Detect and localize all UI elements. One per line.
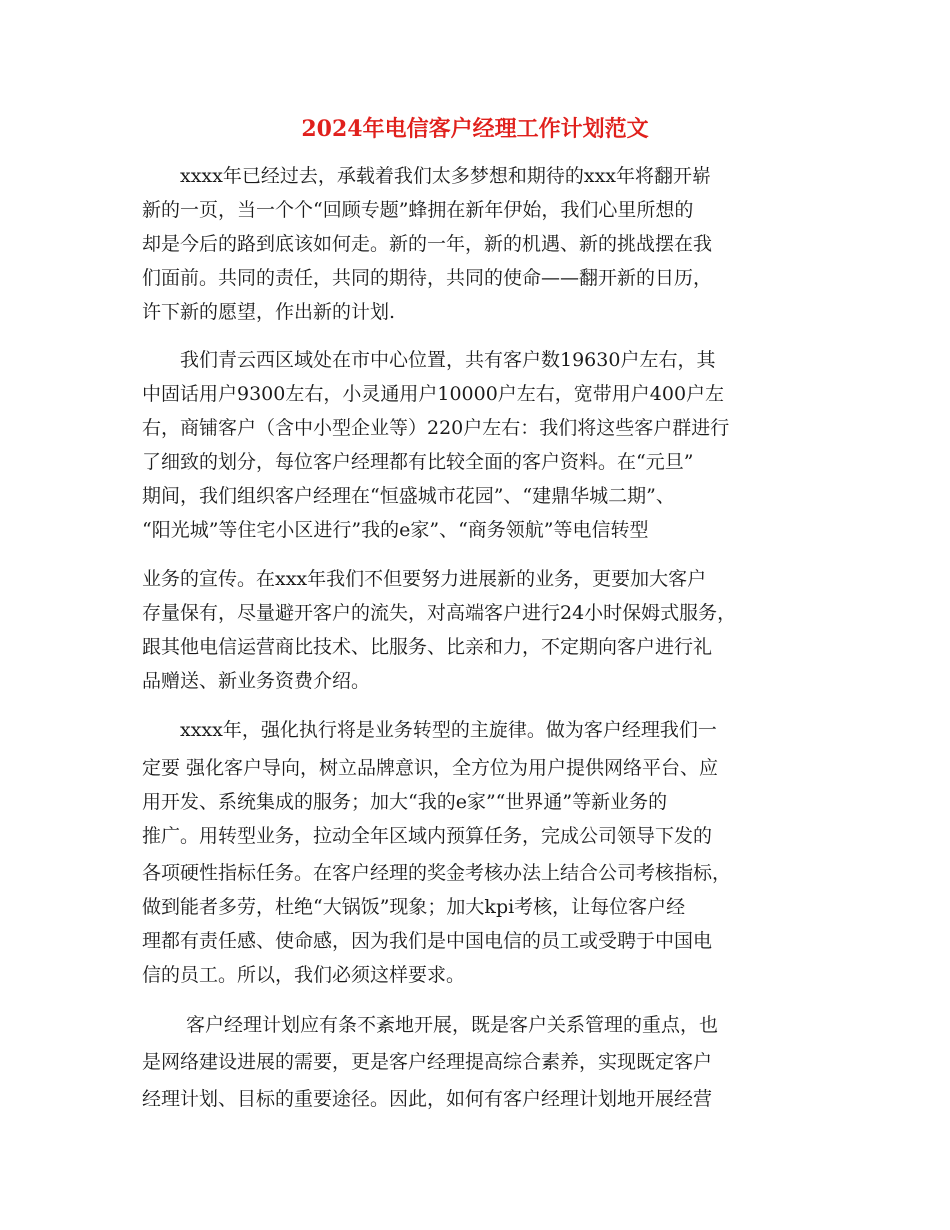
paragraph-line: 却是今后的路到底该如何走。新的一年，新的机遇、新的挑战摆在我 (142, 233, 713, 255)
paragraph-line: 客户经理计划应有条不紊地开展，既是客户关系管理的重点，也 (186, 1014, 719, 1036)
paragraph-line: “阳光城”等住宅小区进行”我的e家”、“商务领航”等电信转型 (142, 519, 649, 541)
paragraph-line: xxxx年已经过去，承载着我们太多梦想和期待的xxx年将翻开崭 (180, 165, 712, 187)
paragraph-line: 信的员工。所以，我们必须这样要求。 (142, 964, 466, 986)
paragraph-line: 定要 强化客户导向，树立品牌意识，全方位为用户提供网络平台、应 (142, 757, 719, 779)
paragraph-line: 中固话用户9300左右，小灵通用户10000户左右，宽带用户400户左 (142, 383, 725, 405)
paragraph-line: 是网络建设进展的需要，更是客户经理提高综合素养，实现既定客户 (142, 1051, 713, 1073)
paragraph-line: 理都有责任感、使命感，因为我们是中国电信的员工或受聘于中国电 (142, 930, 713, 952)
paragraph-line: 存量保有，尽量避开客户的流失，对高端客户进行24小时保姆式服务， (142, 602, 737, 624)
paragraph-line: 各项硬性指标任务。在客户经理的奖金考核办法上结合公司考核指标， (142, 862, 732, 884)
paragraph-line: 们面前。共同的责任，共同的期待，共同的使命——翻开新的日历， (142, 267, 713, 289)
paragraph-line: 品赠送、新业务资费介绍。 (142, 670, 371, 692)
paragraph-line: 期间，我们组织客户经理在“恒盛城市花园”、“建鼎华城二期”、 (142, 485, 675, 507)
paragraph-line: 许下新的愿望，作出新的计划. (142, 301, 396, 323)
paragraph-line: 跟其他电信运营商比技术、比服务、比亲和力，不定期向客户进行礼 (142, 636, 713, 658)
paragraph-line: 了细致的划分，每位客户经理都有比较全面的客户资料。在“元旦” (142, 451, 694, 473)
paragraph-line: 我们青云西区域处在市中心位置，共有客户数19630户左右，其 (180, 349, 716, 371)
paragraph-line: 做到能者多劳，杜绝“大锅饭”现象；加大kpi考核，让每位客户经 (142, 896, 686, 918)
paragraph-line: xxxx年，强化执行将是业务转型的主旋律。做为客户经理我们一 (180, 719, 717, 741)
paragraph-line: 推广。用转型业务，拉动全年区域内预算任务，完成公司领导下发的 (142, 825, 713, 847)
paragraph-line: 新的一页，当一个个“回顾专题”蜂拥在新年伊始，我们心里所想的 (142, 199, 694, 221)
paragraph-line: 业务的宣传。在xxx年我们不但要努力进展新的业务，更要加大客户 (142, 568, 707, 590)
document-title: 2024年电信客户经理工作计划范文 (301, 116, 649, 142)
paragraph-line: 用开发、系统集成的服务；加大“我的e家”“世界通”等新业务的 (142, 791, 668, 813)
paragraph-line: 经理计划、目标的重要途径。因此，如何有客户经理计划地开展经营 (142, 1088, 713, 1110)
paragraph-line: 右，商铺客户（含中小型企业等）220户左右：我们将这些客户群进行 (142, 417, 730, 439)
